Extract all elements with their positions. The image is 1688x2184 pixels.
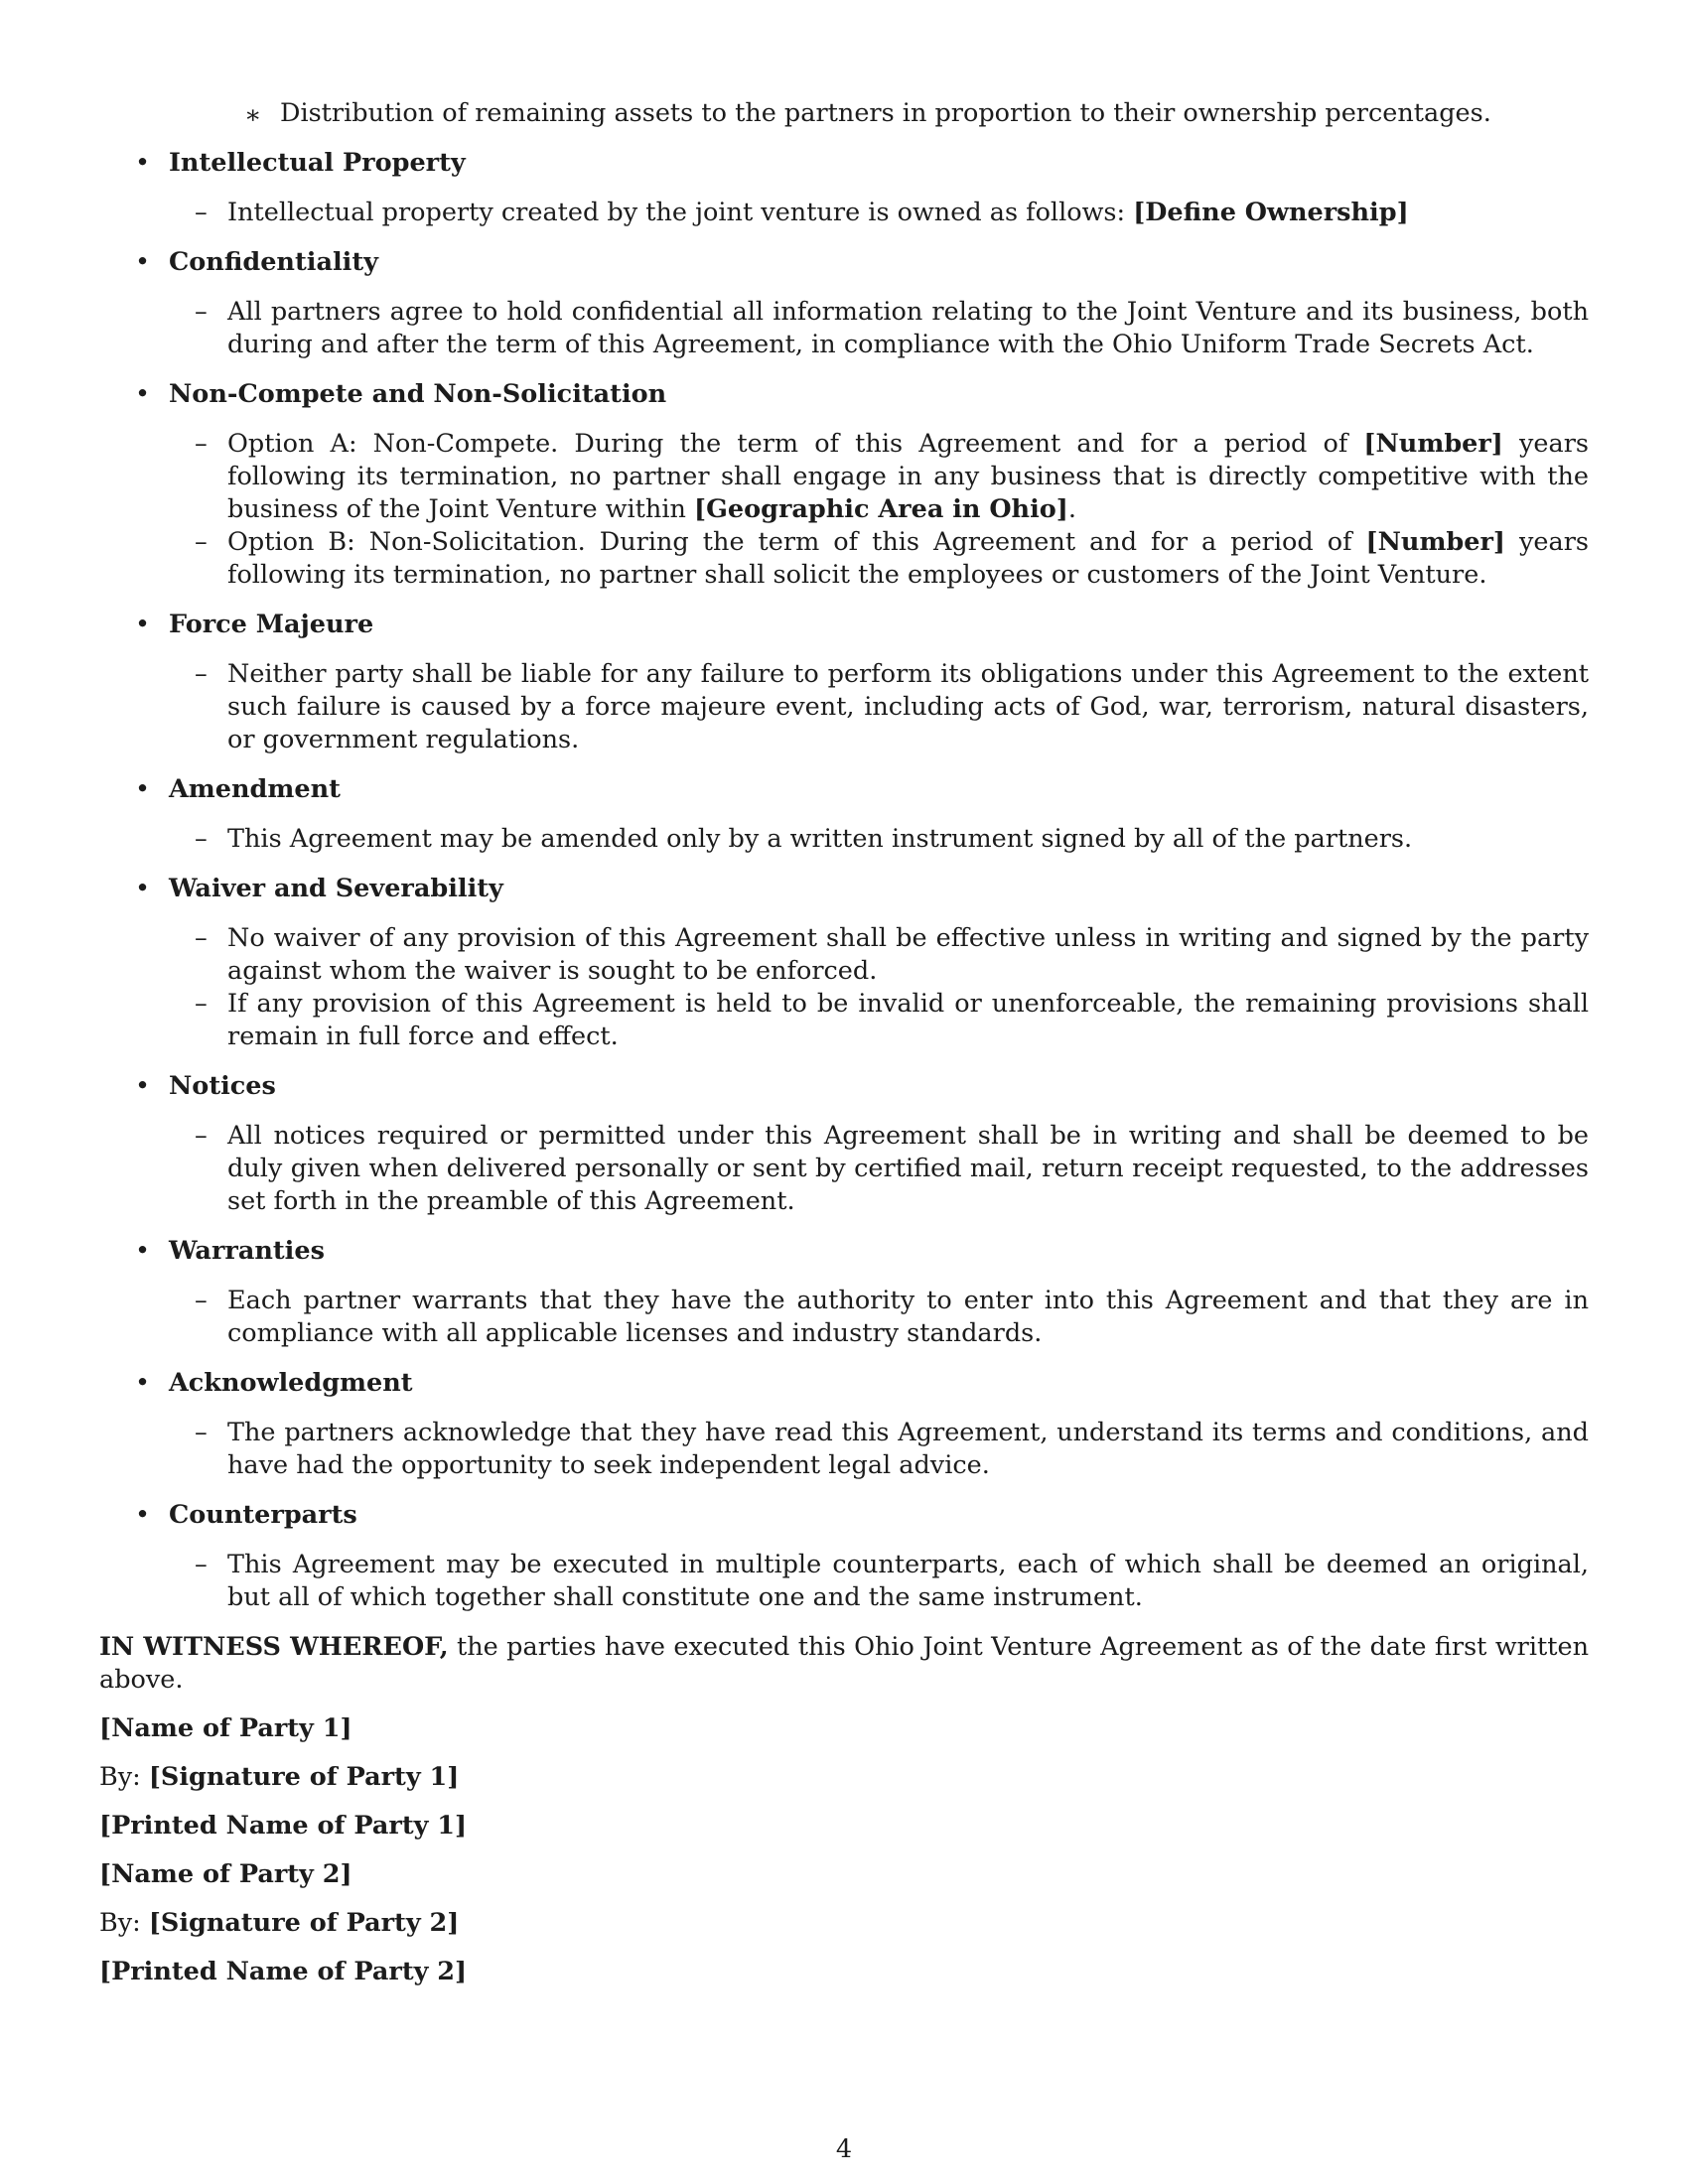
section-heading xyxy=(99,147,1589,180)
section-heading xyxy=(99,1070,1589,1103)
section-title: Waiver and Severability xyxy=(169,874,503,903)
bullet-icon: • xyxy=(135,610,151,639)
document-page xyxy=(99,97,1589,1988)
signature-line xyxy=(99,1810,1589,1843)
asterisk-bullet-icon: ∗ xyxy=(244,100,262,130)
list-item xyxy=(99,922,1589,988)
section-heading xyxy=(99,873,1589,905)
list-item xyxy=(99,1120,1589,1218)
signature-line xyxy=(99,1907,1589,1940)
text-run: Each partner warrants that they have the authority to enter into this Agreement and that they are in compliance with all applicable licenses and industry standards. xyxy=(227,1286,1589,1348)
text-run: This Agreement may be amended only by a written instrument signed by all of the partners. xyxy=(227,824,1413,854)
signature-line xyxy=(99,1761,1589,1794)
section xyxy=(99,1070,1589,1218)
text-run: All notices required or permitted under this Agreement shall be in writing and shall be deemed to be duly given when delivered personally or sent by certified mail, return receipt requested, to the addresses set forth in the preamble of this Agreement. xyxy=(227,1121,1589,1216)
dash-bullet-icon: – xyxy=(195,297,208,327)
text-run: . xyxy=(1067,494,1076,524)
text-run: Option A: Non-Compete. During the term of this Agreement and for a period of xyxy=(227,429,1364,459)
section-items xyxy=(99,197,1589,229)
section xyxy=(99,1499,1589,1614)
bullet-icon: • xyxy=(135,1236,151,1266)
section xyxy=(99,773,1589,856)
section-items xyxy=(99,296,1589,361)
section xyxy=(99,378,1589,592)
dash-bullet-icon: – xyxy=(195,824,208,854)
witness-text: the parties have executed this Ohio Joint Venture Agreement as of the date first written above. xyxy=(99,1632,1589,1695)
list-item xyxy=(99,1417,1589,1482)
list-item xyxy=(99,428,1589,526)
section-heading xyxy=(99,773,1589,806)
list-item xyxy=(99,1285,1589,1350)
section-heading xyxy=(99,378,1589,411)
list-item-text: Distribution of remaining assets to the partners in proportion to their ownership percentages. xyxy=(280,98,1491,128)
text-run: By: xyxy=(99,1762,149,1792)
text-run: If any provision of this Agreement is held to be invalid or unenforceable, the remaining provisions shall remain in full force and effect. xyxy=(227,989,1589,1051)
bold-text-run: [Signature of Party 2] xyxy=(148,1908,460,1938)
dash-bullet-icon: – xyxy=(195,429,208,459)
section-title: Warranties xyxy=(169,1236,325,1266)
section xyxy=(99,147,1589,229)
bold-text-run: [Number] xyxy=(1363,429,1503,459)
signature-line xyxy=(99,1712,1589,1745)
signature-block xyxy=(99,1712,1589,1988)
text-run: Intellectual property created by the joint venture is owned as follows: xyxy=(227,198,1134,227)
dash-bullet-icon: – xyxy=(195,659,208,689)
text-run: All partners agree to hold confidential all information relating to the Joint Venture and its business, both during and after the term of this Agreement, in compliance with the Ohio Uniform Trade Secrets Act. xyxy=(227,297,1589,359)
sections-list xyxy=(99,147,1589,1614)
witness-clause xyxy=(99,1631,1589,1697)
bullet-icon: • xyxy=(135,247,151,277)
bold-text-run: [Geographic Area in Ohio] xyxy=(694,494,1068,524)
section-items xyxy=(99,1285,1589,1350)
section-heading xyxy=(99,1499,1589,1532)
list-item xyxy=(99,197,1589,229)
bullet-icon: • xyxy=(135,148,151,178)
section-items xyxy=(99,1120,1589,1218)
section-items xyxy=(99,922,1589,1053)
dash-bullet-icon: – xyxy=(195,1121,208,1151)
bold-text-run: [Signature of Party 1] xyxy=(148,1762,460,1792)
section-title: Acknowledgment xyxy=(169,1368,413,1398)
section-heading xyxy=(99,1367,1589,1400)
text-run: No waiver of any provision of this Agreement shall be effective unless in writing and signed by the party against whom the waiver is sought to be enforced. xyxy=(227,923,1589,986)
bold-text-run: [Name of Party 1] xyxy=(99,1713,352,1743)
section-items xyxy=(99,428,1589,592)
bullet-icon: • xyxy=(135,1368,151,1398)
section-items xyxy=(99,823,1589,856)
list-item xyxy=(99,988,1589,1053)
section-title: Notices xyxy=(169,1071,276,1101)
sub-list-item xyxy=(99,97,1589,130)
witness-lead: IN WITNESS WHEREOF, xyxy=(99,1632,449,1662)
text-run: Option B: Non-Solicitation. During the term of this Agreement and for a period of xyxy=(227,527,1366,557)
dash-bullet-icon: – xyxy=(195,527,208,557)
section-title: Amendment xyxy=(169,774,341,804)
text-run: Neither party shall be liable for any failure to perform its obligations under this Agreement to the extent such failure is caused by a force majeure event, including acts of God, war, terrorism, natural disasters, or government regulations. xyxy=(227,659,1589,754)
section xyxy=(99,1367,1589,1482)
dash-bullet-icon: – xyxy=(195,1418,208,1447)
section-title: Counterparts xyxy=(169,1500,357,1530)
section-title: Non-Compete and Non-Solicitation xyxy=(169,379,667,409)
list-item xyxy=(99,1549,1589,1614)
dash-bullet-icon: – xyxy=(195,198,208,227)
signature-line xyxy=(99,1858,1589,1891)
text-run: years following its termination, no partner shall engage in any business that is directly competitive with the business of the Joint Venture within xyxy=(227,429,1589,524)
bold-text-run: [Number] xyxy=(1365,527,1505,557)
bold-text-run: [Printed Name of Party 2] xyxy=(99,1957,468,1986)
section xyxy=(99,1235,1589,1350)
bullet-icon: • xyxy=(135,379,151,409)
bullet-icon: • xyxy=(135,1071,151,1101)
page-number: 4 xyxy=(835,2134,853,2164)
text-run: The partners acknowledge that they have read this Agreement, understand its terms and conditions, and have had the opportunity to seek independent legal advice. xyxy=(227,1418,1589,1480)
bullet-icon: • xyxy=(135,774,151,804)
section-heading xyxy=(99,246,1589,279)
section-heading xyxy=(99,609,1589,641)
list-item xyxy=(99,658,1589,756)
bold-text-run: [Printed Name of Party 1] xyxy=(99,1811,468,1841)
section-heading xyxy=(99,1235,1589,1268)
bullet-icon: • xyxy=(135,1500,151,1530)
section-items xyxy=(99,658,1589,756)
section xyxy=(99,873,1589,1053)
section-title: Intellectual Property xyxy=(169,148,466,178)
dash-bullet-icon: – xyxy=(195,1286,208,1315)
list-item xyxy=(99,296,1589,361)
list-item xyxy=(99,823,1589,856)
signature-line xyxy=(99,1956,1589,1988)
text-run: By: xyxy=(99,1908,149,1938)
bold-text-run: [Name of Party 2] xyxy=(99,1859,352,1889)
section-title: Confidentiality xyxy=(169,247,378,277)
section xyxy=(99,609,1589,756)
section xyxy=(99,246,1589,361)
bullet-icon: • xyxy=(135,874,151,903)
dash-bullet-icon: – xyxy=(195,923,208,953)
text-run: This Agreement may be executed in multiple counterparts, each of which shall be deemed an original, but all of which together shall constitute one and the same instrument. xyxy=(227,1550,1589,1612)
list-item xyxy=(99,526,1589,592)
dash-bullet-icon: – xyxy=(195,989,208,1019)
section-items xyxy=(99,1549,1589,1614)
dash-bullet-icon: – xyxy=(195,1550,208,1579)
bold-text-run: [Define Ownership] xyxy=(1133,198,1409,227)
text-run: years following its termination, no partner shall solicit the employees or customers of the Joint Venture. xyxy=(227,527,1589,590)
section-title: Force Majeure xyxy=(169,610,374,639)
section-items xyxy=(99,1417,1589,1482)
